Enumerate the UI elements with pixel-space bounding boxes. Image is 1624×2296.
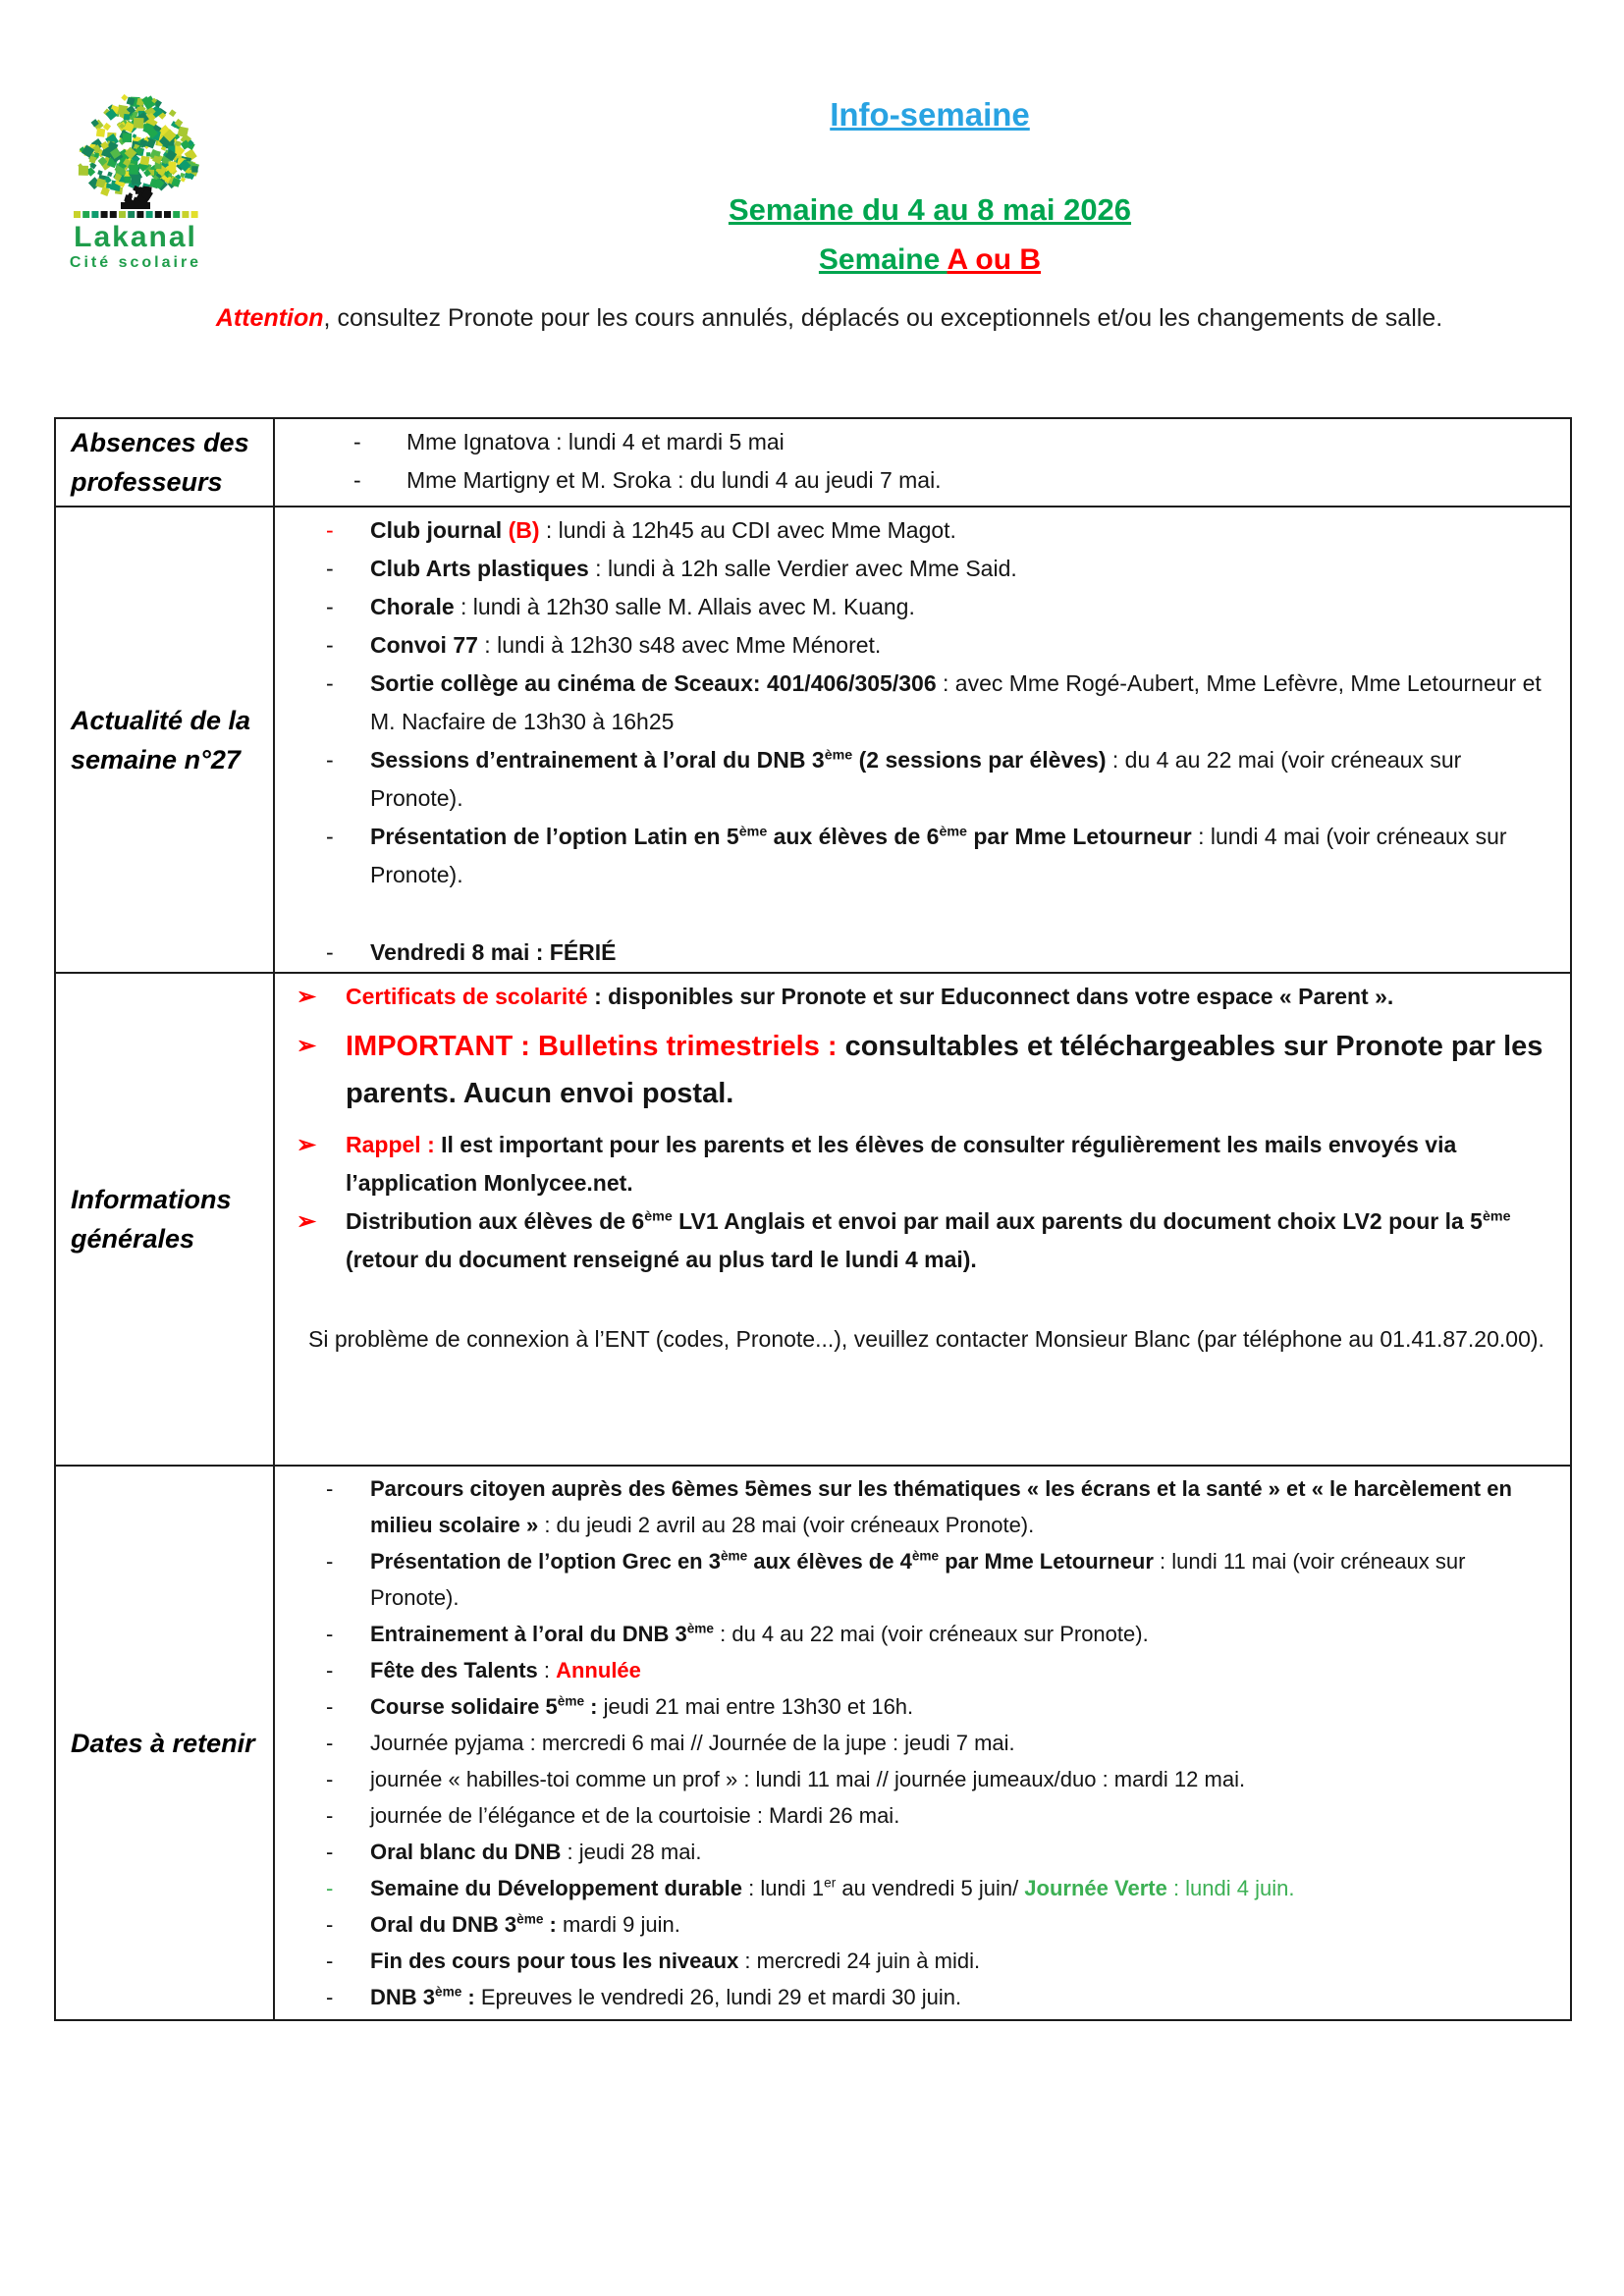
- row-header-informations: Informations générales: [55, 973, 274, 1466]
- list-item: - Parcours citoyen auprès des 6èmes 5èmes sur les thématiques « les écrans et la santé » et « le harcèlement en milieu scolaire » : du jeudi 2 avril au 28 mai (voir créneaux Pronote).: [275, 1470, 1552, 1543]
- dash-bullet-icon: -: [326, 1840, 334, 1864]
- list-item: - Club journal (B) : lundi à 12h45 au CDI avec Mme Magot.: [275, 511, 1552, 550]
- arrow-bullet-icon: ➢: [297, 1033, 317, 1059]
- list-item: ➢ IMPORTANT : Bulletins trimestriels : consultables et téléchargeables sur Pronote par les parents. Aucun envoi postal.: [275, 1023, 1552, 1117]
- dates-items: [275, 1470, 1552, 2015]
- row-header-dates: Dates à retenir: [55, 1466, 274, 2020]
- logo-subtitle: Cité scolaire: [69, 254, 202, 271]
- dash-bullet-icon: -: [326, 747, 334, 773]
- attention-label: Attention: [215, 304, 324, 332]
- list-item: ➢ Rappel : Il est important pour les parents et les élèves de consulter régulièrement les mails envoyés via l’application Monlycee.net.: [275, 1126, 1552, 1202]
- list-item: Si problème de connexion à l’ENT (codes, Pronote...), veuillez contacter Monsieur Blanc (par téléphone au 01.41.87.20.00).: [308, 1326, 1544, 1352]
- list-item: - Présentation de l’option Grec en 3ème aux élèves de 4ème par Mme Letourneur : lundi 11 mai (voir créneaux sur Pronote).: [275, 1543, 1552, 1616]
- absences-items: [275, 423, 1552, 500]
- dash-bullet-icon: -: [353, 429, 361, 454]
- table-row: [55, 418, 1571, 507]
- dash-bullet-icon: -: [326, 670, 334, 696]
- list-item: - Chorale : lundi à 12h30 salle M. Allais avec M. Kuang.: [275, 588, 1552, 626]
- dash-bullet-icon: -: [326, 1731, 334, 1755]
- list-item: - Journée pyjama : mercredi 6 mai // Journée de la jupe : jeudi 7 mai.: [275, 1725, 1552, 1761]
- logo-title: Lakanal: [74, 221, 197, 253]
- dash-bullet-icon: -: [326, 1476, 334, 1501]
- list-item: - Fête des Talents : Annulée: [275, 1652, 1552, 1688]
- arrow-bullet-icon: ➢: [297, 984, 317, 1010]
- dash-bullet-icon: -: [326, 1912, 334, 1937]
- list-item: ➢ Certificats de scolarité : disponibles sur Pronote et sur Educonnect dans votre espace « Parent ».: [275, 978, 1552, 1016]
- list-item: - Sortie collège au cinéma de Sceaux: 401/406/305/306 : avec Mme Rogé-Aubert, Mme Lefèvre, Mme Letourneur et M. Nacfaire de 13h30 à 16h25: [275, 665, 1552, 741]
- list-item: - Convoi 77 : lundi à 12h30 s48 avec Mme Ménoret.: [275, 626, 1552, 665]
- list-item: - Mme Ignatova : lundi 4 et mardi 5 mai: [275, 423, 1552, 461]
- dash-bullet-icon: -: [326, 1803, 334, 1828]
- list-item: - Oral blanc du DNB : jeudi 28 mai.: [275, 1834, 1552, 1870]
- arrow-bullet-icon: ➢: [297, 1132, 317, 1158]
- dash-bullet-icon: -: [326, 1549, 334, 1574]
- list-item: - journée « habilles-toi comme un prof » : lundi 11 mai // journée jumeaux/duo : mardi 12 mai.: [275, 1761, 1552, 1797]
- tree-logo-icon: [62, 90, 209, 223]
- list-item: - Mme Martigny et M. Sroka : du lundi 4 au jeudi 7 mai.: [275, 461, 1552, 500]
- dash-bullet-icon: -: [326, 632, 334, 658]
- row-header-absences: Absences des professeurs: [55, 418, 274, 507]
- list-item: - journée de l’élégance et de la courtoisie : Mardi 26 mai.: [275, 1797, 1552, 1834]
- list-item: - Fin des cours pour tous les niveaux : mercredi 24 juin à midi.: [275, 1943, 1552, 1979]
- actualite-items: [275, 511, 1552, 972]
- list-item: - Entrainement à l’oral du DNB 3ème : du 4 au 22 mai (voir créneaux sur Pronote).: [275, 1616, 1552, 1652]
- arrow-bullet-icon: ➢: [297, 1208, 317, 1235]
- attention-note: [93, 294, 1565, 343]
- school-logo: [57, 90, 214, 274]
- week-title: Semaine du 4 au 8 mai 2026: [728, 192, 1132, 227]
- header: [0, 0, 1624, 417]
- list-item: - Semaine du Développement durable : lundi 1er au vendredi 5 juin/ Journée Verte : lundi 4 juin.: [275, 1870, 1552, 1906]
- page-title: Info-semaine: [830, 96, 1030, 133]
- week-ab-title: Semaine A ou B: [818, 243, 1042, 276]
- row-header-actualite: Actualité de la semaine n°27: [55, 507, 274, 973]
- spacer: [275, 894, 1552, 934]
- attention-text: , consultez Pronote pour les cours annulés, déplacés ou exceptionnels et/ou les changements de salle.: [323, 304, 1443, 332]
- list-item: - Sessions d’entrainement à l’oral du DNB 3ème (2 sessions par élèves) : du 4 au 22 mai (voir créneaux sur Pronote).: [275, 741, 1552, 818]
- dash-bullet-icon: -: [326, 1694, 334, 1719]
- dash-bullet-icon: -: [326, 1767, 334, 1791]
- info-table: [54, 417, 1572, 2021]
- informations-items: [275, 978, 1552, 1359]
- list-item: - Course solidaire 5ème : jeudi 21 mai entre 13h30 et 16h.: [275, 1688, 1552, 1725]
- dash-bullet-icon: -: [326, 556, 334, 581]
- dash-bullet-icon: -: [326, 517, 334, 543]
- spacer: [275, 1279, 1552, 1320]
- dash-bullet-icon: -: [326, 1658, 334, 1682]
- list-item: - Club Arts plastiques : lundi à 12h salle Verdier avec Mme Said.: [275, 550, 1552, 588]
- dash-bullet-icon: -: [326, 1876, 334, 1900]
- list-item: - Présentation de l’option Latin en 5ème aux élèves de 6ème par Mme Letourneur : lundi 4 mai (voir créneaux sur Pronote).: [275, 818, 1552, 894]
- list-item: - Oral du DNB 3ème : mardi 9 juin.: [275, 1906, 1552, 1943]
- table-row: [55, 973, 1571, 1466]
- dash-bullet-icon: -: [326, 1949, 334, 1973]
- list-item: - Vendredi 8 mai : FÉRIÉ: [275, 934, 1552, 972]
- dash-bullet-icon: -: [326, 824, 334, 849]
- dash-bullet-icon: -: [326, 594, 334, 619]
- table-row: [55, 507, 1571, 973]
- list-item: - DNB 3ème : Epreuves le vendredi 26, lundi 29 et mardi 30 juin.: [275, 1979, 1552, 2015]
- table-row: [55, 1466, 1571, 2020]
- list-item: ➢ Distribution aux élèves de 6ème LV1 Anglais et envoi par mail aux parents du document choix LV2 pour la 5ème (retour du document renseigné au plus tard le lundi 4 mai).: [275, 1202, 1552, 1279]
- dash-bullet-icon: -: [326, 1622, 334, 1646]
- dash-bullet-icon: -: [353, 467, 361, 493]
- dash-bullet-icon: -: [326, 1985, 334, 2009]
- dash-bullet-icon: -: [326, 939, 334, 965]
